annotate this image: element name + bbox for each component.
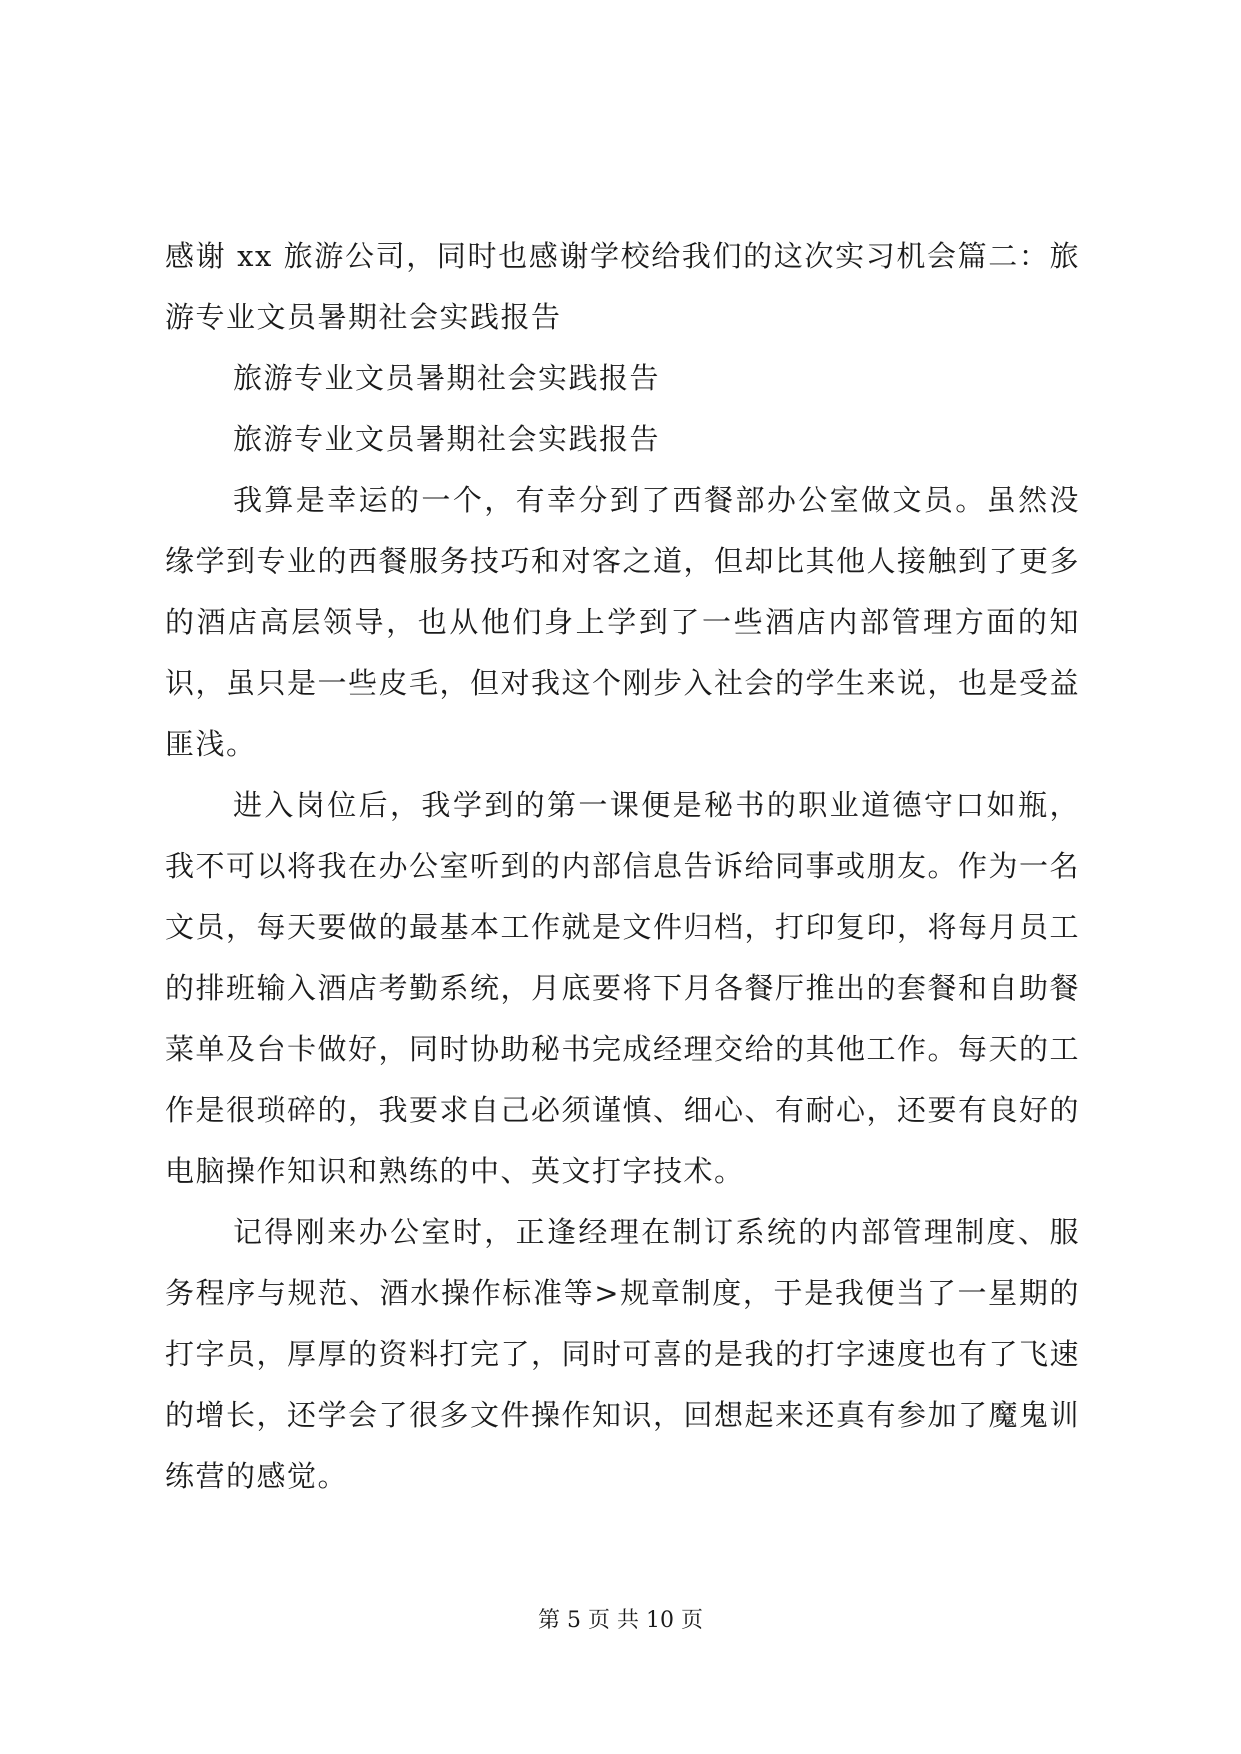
page-number-label: 第 5 页 共 10 页 [538, 1608, 703, 1633]
paragraph-2: 旅游专业文员暑期社会实践报告 [233, 361, 661, 395]
paragraph-3: 旅游专业文员暑期社会实践报告 [233, 422, 661, 456]
page-footer [0, 1606, 1241, 1636]
paragraph-6: 记得刚来办公室时，正逢经理在制订系统的内部管理制度、服务程序与规范、酒水操作标准等>规章制度，于是我便当了一星期的打字员，厚厚的资料打完了，同时可喜的是我的打字速度也有了飞速的增长，还学会了很多文件操作知识，回想起来还真有参加了魔鬼训练营的感觉。 [165, 1215, 1081, 1493]
paragraph-4: 我算是幸运的一个，有幸分到了西餐部办公室做文员。虽然没缘学到专业的西餐服务技巧和对客之道，但却比其他人接触到了更多的酒店高层领导，也从他们身上学到了一些酒店内部管理方面的知识，虽只是一些皮毛，但对我这个刚步入社会的学生来说，也是受益匪浅。 [165, 483, 1081, 761]
paragraph-1: 感谢 xx 旅游公司，同时也感谢学校给我们的这次实习机会篇二：旅游专业文员暑期社会实践报告 [165, 239, 1080, 334]
document-body [165, 226, 1080, 1507]
paragraph-5: 进入岗位后，我学到的第一课便是秘书的职业道德守口如瓶，我不可以将我在办公室听到的内部信息告诉给同事或朋友。作为一名文员，每天要做的最基本工作就是文件归档，打印复印，将每月员工的排班输入酒店考勤系统，月底要将下月各餐厅推出的套餐和自助餐菜单及台卡做好，同时协助秘书完成经理交给的其他工作。每天的工作是很琐碎的，我要求自己必须谨慎、细心、有耐心，还要有良好的电脑操作知识和熟练的中、英文打字技术。 [165, 788, 1081, 1188]
